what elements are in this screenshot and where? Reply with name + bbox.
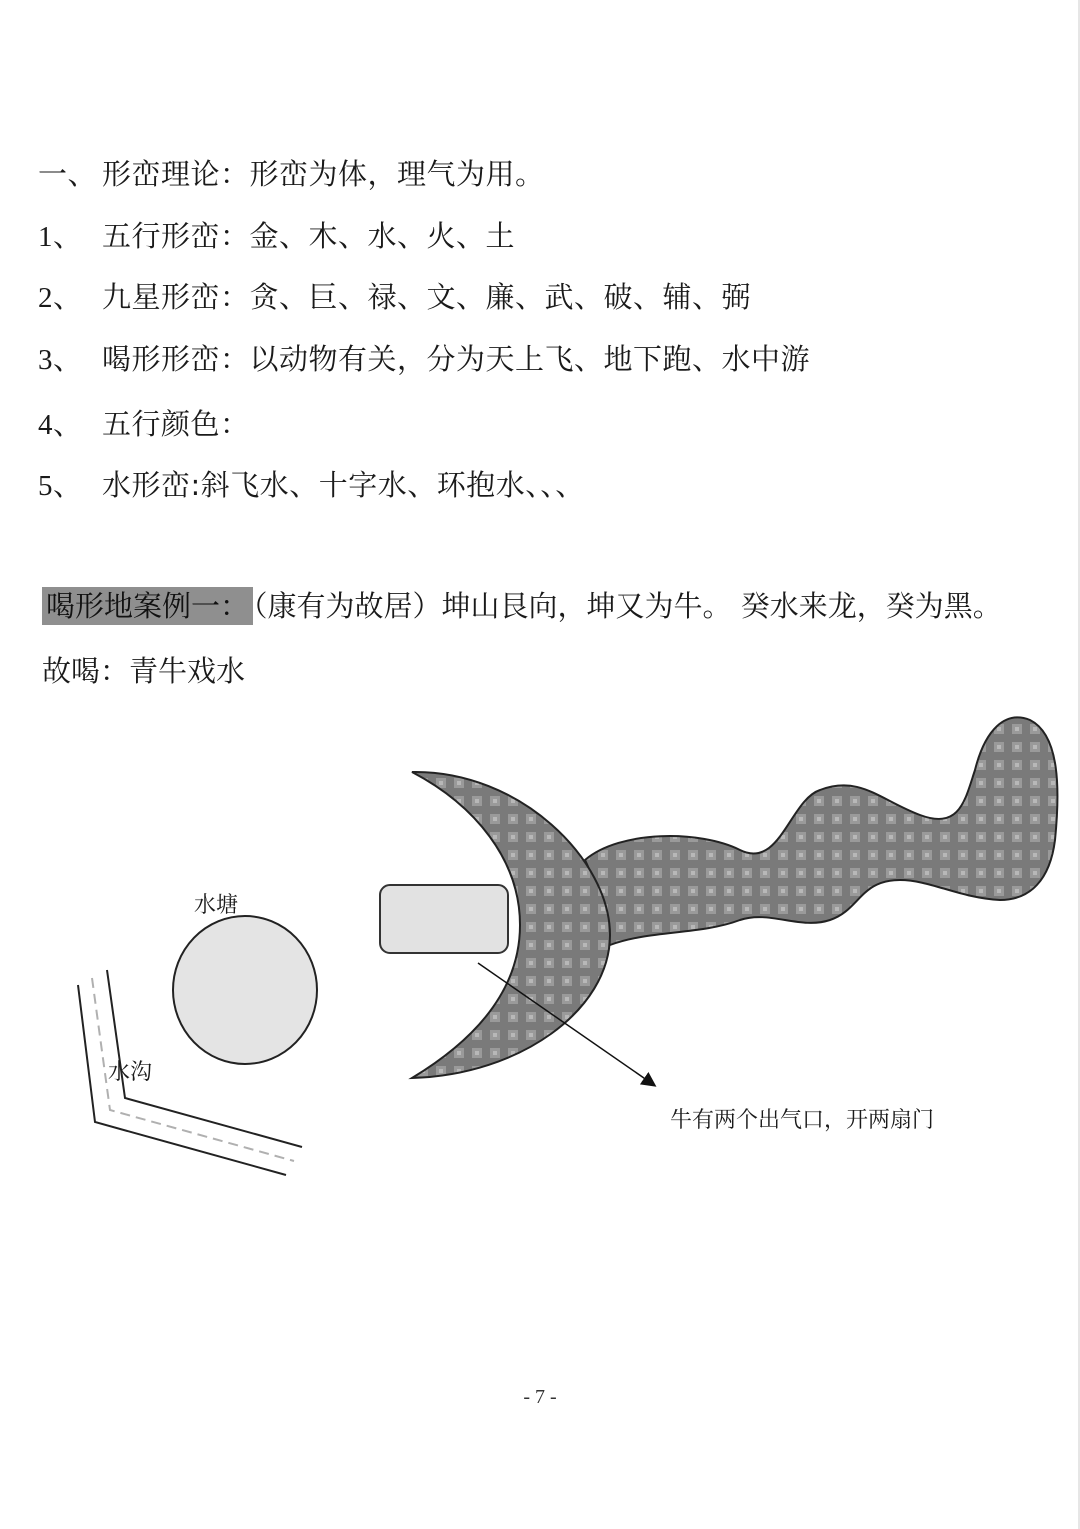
list-item-number: 4、 (38, 409, 83, 441)
page-number: - 7 - (523, 1386, 557, 1408)
list-item-number: 3、 (38, 344, 83, 376)
section-heading-text: 形峦理论：形峦为体，理气为用。 (102, 157, 545, 191)
list-item-number: 1、 (38, 221, 83, 253)
list-item-text: 九星形峦：贪、巨、禄、文、廉、武、破、辅、弼 (102, 280, 752, 314)
annotation-text: 牛有两个出气口，开两扇门 (670, 1108, 935, 1133)
list-item-text: 五行颜色： (102, 407, 250, 441)
ditch-label: 水沟 (108, 1060, 153, 1085)
pond-label: 水塘 (194, 893, 239, 918)
list-item-text: 喝形形峦：以动物有关，分为天上飞、地下跑、水中游 (102, 342, 811, 376)
water-dragon-shape (585, 717, 1057, 945)
list-item-number: 5、 (38, 470, 83, 502)
pond-circle (173, 916, 317, 1064)
list-item-text: 五行形峦：金、木、水、火、土 (102, 219, 516, 253)
list-item-text: 水形峦:斜飞水、十字水、环抱水、、、 (102, 468, 585, 502)
case-text: （康有为故居）坤山艮向，坤又为牛。 癸水来龙，癸为黑。 (253, 589, 1002, 623)
list-item-number: 2、 (38, 282, 83, 314)
case-label: 喝形地案例一： (42, 587, 253, 625)
section-heading-marker: 一、 (38, 157, 98, 191)
house-rectangle (380, 885, 508, 953)
case-conclusion: 故喝：青牛戏水 (42, 654, 246, 688)
